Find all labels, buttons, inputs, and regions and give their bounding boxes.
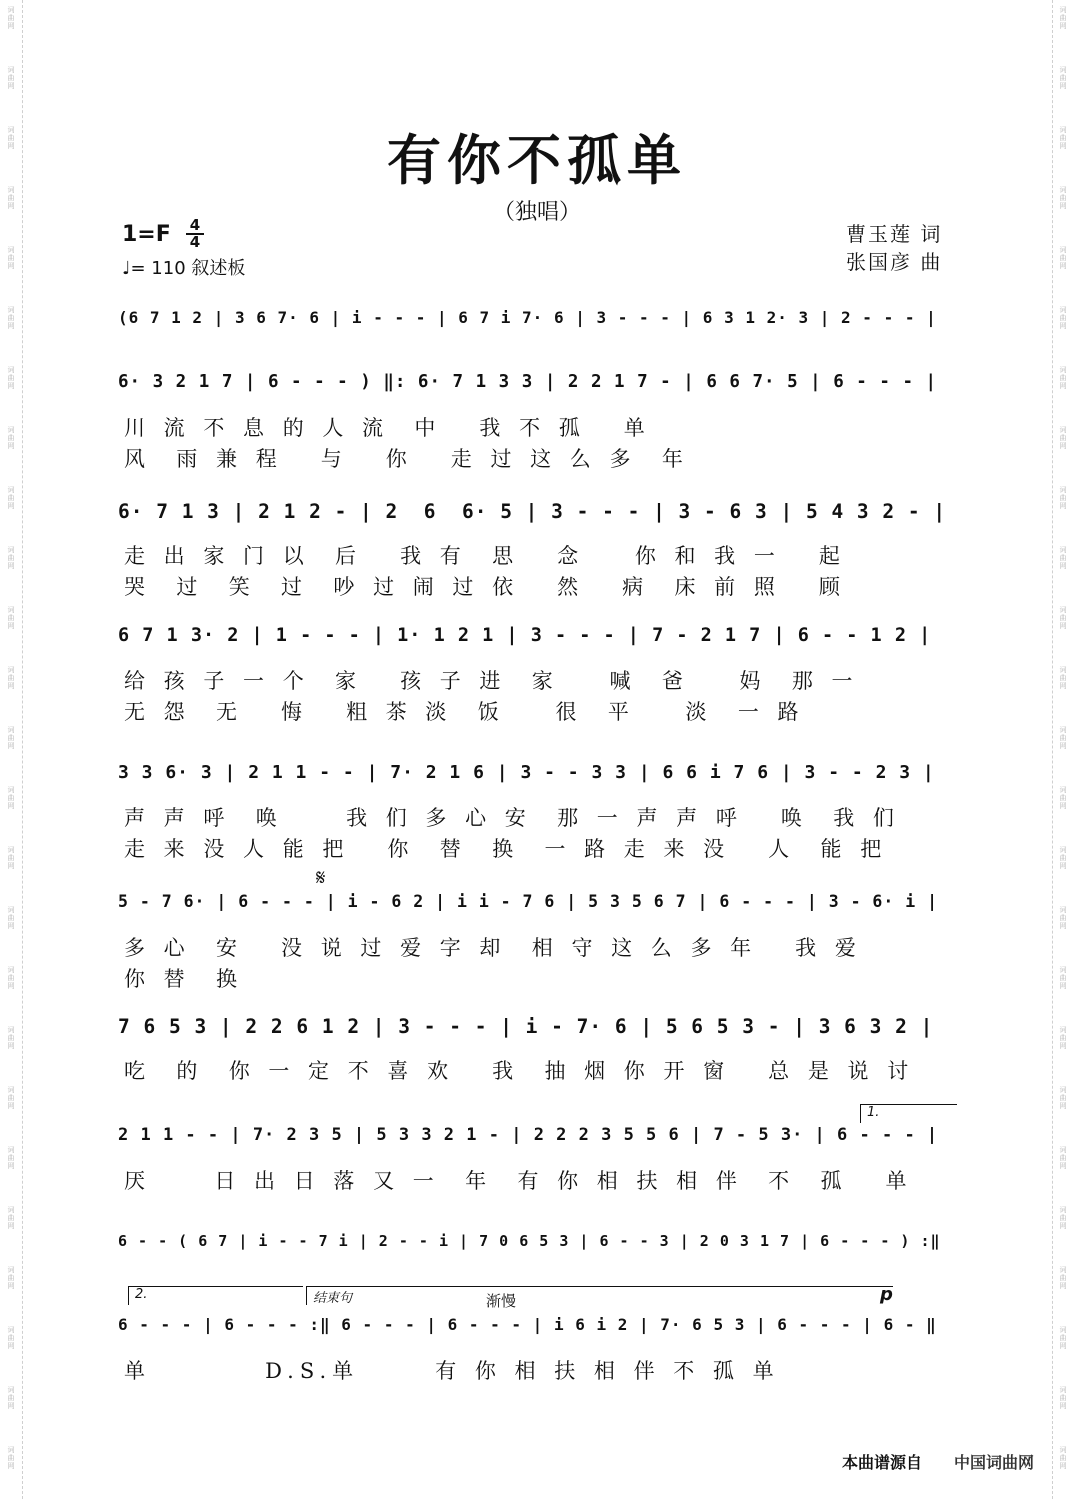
watermark-text: 词 曲 网 bbox=[1059, 846, 1067, 870]
ending-label: 结束句 bbox=[313, 1291, 353, 1306]
watermark-text: 词 曲 网 bbox=[7, 1326, 15, 1350]
notation-line: 6 - - - | 6 - - - :‖ 6 - - - | 6 - - - | i 6 i 2 | 7· 6 5 3 | 6 - - - | 6 - ‖ bbox=[118, 1315, 937, 1334]
watermark-text: 词 曲 网 bbox=[7, 186, 15, 210]
watermark-text: 词 曲 网 bbox=[1059, 1446, 1067, 1470]
notation-line: 6· 7 1 3 | 2 1 2 - | 2 6 6· 5 | 3 - - - | 3 - 6 3 | 5 4 3 2 - | bbox=[118, 500, 947, 523]
watermark-text: 词 曲 网 bbox=[7, 486, 15, 510]
watermark-text: 词 曲 网 bbox=[1059, 1266, 1067, 1290]
notation-line: 3 3 6· 3 | 2 1 1 - - | 7· 2 1 6 | 3 - - 3 3 | 6 6 i 7 6 | 3 - - 2 3 | bbox=[118, 762, 935, 783]
watermark-text: 词 曲 网 bbox=[7, 1026, 15, 1050]
watermark-text: 词 曲 网 bbox=[7, 786, 15, 810]
watermark-text: 词 曲 网 bbox=[1059, 126, 1067, 150]
score-system bbox=[118, 1015, 953, 1083]
watermark-text: 词 曲 网 bbox=[1059, 66, 1067, 90]
lyric-line: 厌 日 出 日 落 又 一 年 有 你 相 扶 相 伴 不 孤 单 bbox=[124, 1169, 913, 1193]
watermark-text: 词 曲 网 bbox=[1059, 306, 1067, 330]
watermark-text: 词 曲 网 bbox=[7, 426, 15, 450]
song-subtitle: （独唱） bbox=[492, 200, 581, 225]
watermark-text: 词 曲 网 bbox=[7, 1086, 15, 1110]
watermark-text: 词 曲 网 bbox=[7, 1266, 15, 1290]
lyric-line: 哭 过 笑 过 吵 过 闹 过 依 然 病 床 前 照 顾 bbox=[124, 575, 846, 599]
notation-line: 7 6 5 3 | 2 2 6 1 2 | 3 - - - | i - 7· 6 | 5 6 5 3 - | 3 6 3 2 | bbox=[118, 1015, 934, 1038]
lyric-line: 走 来 没 人 能 把 你 替 换 一 路 走 来 没 人 能 把 bbox=[124, 837, 888, 861]
watermark-text: 词 曲 网 bbox=[1059, 606, 1067, 630]
watermark-text: 词 曲 网 bbox=[1059, 1146, 1067, 1170]
watermark-text: 词 曲 网 bbox=[7, 546, 15, 570]
ritardando-mark: 渐慢 bbox=[486, 1292, 517, 1310]
score-system bbox=[118, 762, 953, 861]
score-system bbox=[118, 1125, 953, 1193]
lyric-line: 走 出 家 门 以 后 我 有 思 念 你 和 我 一 起 bbox=[124, 544, 846, 568]
watermark-text: 词 曲 网 bbox=[7, 966, 15, 990]
watermark-text: 词 曲 网 bbox=[1059, 366, 1067, 390]
song-title: 有你不孤单 bbox=[387, 128, 687, 192]
lyric-line: 川 流 不 息 的 人 流 中 我 不 孤 单 bbox=[124, 416, 651, 440]
watermark-text: 词 曲 网 bbox=[1059, 486, 1067, 510]
watermark-text: 词 曲 网 bbox=[1059, 246, 1067, 270]
watermark-text: 词 曲 网 bbox=[1059, 1086, 1067, 1110]
segno-sign: 𝄋 bbox=[316, 866, 326, 891]
lyric-line: 你 替 换 bbox=[124, 967, 244, 991]
ending-phrase-bracket bbox=[306, 1286, 893, 1305]
watermark-text: 词 曲 网 bbox=[7, 666, 15, 690]
watermark-text: 词 曲 网 bbox=[1059, 966, 1067, 990]
watermark-text: 词 曲 网 bbox=[1059, 1026, 1067, 1050]
watermark-text: 词 曲 网 bbox=[7, 1146, 15, 1170]
footer-site-link[interactable]: 中国词曲网 bbox=[954, 1453, 1035, 1472]
lyric-line: 风 雨 兼 程 与 你 走 过 这 么 多 年 bbox=[124, 447, 689, 471]
watermark-text: 词 曲 网 bbox=[7, 906, 15, 930]
watermark-text: 词 曲 网 bbox=[7, 246, 15, 270]
watermark-text: 词 曲 网 bbox=[7, 726, 15, 750]
watermark-text: 词 曲 网 bbox=[7, 6, 15, 30]
notation-line: 6· 3 2 1 7 | 6 - - - ) ‖: 6· 7 1 3 3 | 2 2 1 7 - | 6 6 7· 5 | 6 - - - | bbox=[118, 372, 938, 392]
notation-line: 2 1 1 - - | 7· 2 3 5 | 5 3 3 2 1 - | 2 2 2 3 5 5 6 | 7 - 5 3· | 6 - - - | bbox=[118, 1125, 939, 1145]
score-system bbox=[118, 892, 953, 991]
watermark-text: 词 曲 网 bbox=[7, 1206, 15, 1230]
second-ending-bracket: 2. bbox=[128, 1286, 303, 1305]
watermark-text: 词 曲 网 bbox=[7, 1386, 15, 1410]
footer-source-label: 本曲谱源自 bbox=[842, 1453, 923, 1472]
time-signature-bottom: 4 bbox=[186, 233, 204, 250]
lyric-line: 给 孩 子 一 个 家 孩 子 进 家 喊 爸 妈 那 一 bbox=[124, 669, 859, 693]
tempo-marking: ♩= 110 叙述板 bbox=[122, 258, 246, 279]
time-signature bbox=[186, 218, 204, 250]
dynamic-piano: p bbox=[880, 1284, 893, 1305]
lyric-line: 声 声 呼 唤 我 们 多 心 安 那 一 声 声 呼 唤 我 们 bbox=[124, 806, 900, 830]
score-system bbox=[118, 1232, 953, 1272]
watermark-text: 词 曲 网 bbox=[1059, 906, 1067, 930]
time-signature-top: 4 bbox=[189, 216, 201, 234]
watermark-text: 词 曲 网 bbox=[1059, 666, 1067, 690]
watermark-text: 词 曲 网 bbox=[1059, 1206, 1067, 1230]
watermark-text: 词 曲 网 bbox=[7, 1446, 15, 1470]
watermark-text: 词 曲 网 bbox=[1059, 1386, 1067, 1410]
watermark-text: 词 曲 网 bbox=[1059, 786, 1067, 810]
lyricist-credit: 曹玉莲 词 bbox=[846, 222, 943, 246]
watermark-text: 词 曲 网 bbox=[7, 306, 15, 330]
score-system bbox=[118, 625, 953, 724]
notation-line: 6 - - ( 6 7 | i - - 7 i | 2 - - i | 7 0 6 5 3 | 6 - - 3 | 2 0 3 1 7 | 6 - - - ) :‖ bbox=[118, 1232, 941, 1250]
watermark-text: 词 曲 网 bbox=[1059, 186, 1067, 210]
watermark-text: 词 曲 网 bbox=[7, 126, 15, 150]
watermark-text: 词 曲 网 bbox=[1059, 1326, 1067, 1350]
score-system bbox=[118, 372, 953, 471]
composer-credit: 张国彦 曲 bbox=[846, 250, 943, 274]
notation-line: 6 7 1 3· 2 | 1 - - - | 1· 1 2 1 | 3 - - - | 7 - 2 1 7 | 6 - - 1 2 | bbox=[118, 625, 932, 646]
notation-line: 5 - 7 6· | 6 - - - | i - 6 2 | i i - 7 6 | 5 3 5 6 7 | 6 - - - | 3 - 6· i | bbox=[118, 892, 939, 911]
watermark-text: 词 曲 网 bbox=[1059, 546, 1067, 570]
lyric-line: 无 怨 无 悔 粗 茶 淡 饭 很 平 淡 一 路 bbox=[124, 700, 805, 724]
watermark-text: 词 曲 网 bbox=[7, 606, 15, 630]
lyric-line: 单 D.S.单 有 你 相 扶 相 伴 不 孤 单 bbox=[124, 1359, 780, 1383]
key-signature: 1=F bbox=[122, 222, 171, 247]
notation-line: (6 7 1 2 | 3 6 7· 6 | i - - - | 6 7 i 7· 6 | 3 - - - | 6 3 1 2· 3 | 2 - - - | bbox=[118, 308, 937, 327]
lyric-line: 吃 的 你 一 定 不 喜 欢 我 抽 烟 你 开 窗 总 是 说 讨 bbox=[124, 1059, 915, 1083]
score-system bbox=[118, 500, 953, 599]
lyric-line: 多 心 安 没 说 过 爱 字 却 相 守 这 么 多 年 我 爱 bbox=[124, 936, 862, 960]
watermark-text: 词 曲 网 bbox=[1059, 6, 1067, 30]
watermark-text: 词 曲 网 bbox=[1059, 426, 1067, 450]
watermark-text: 词 曲 网 bbox=[1059, 726, 1067, 750]
watermark-text: 词 曲 网 bbox=[7, 366, 15, 390]
score-system bbox=[118, 1315, 953, 1383]
watermark-text: 词 曲 网 bbox=[7, 66, 15, 90]
watermark-text: 词 曲 网 bbox=[7, 846, 15, 870]
score-system bbox=[118, 308, 953, 348]
first-ending-bracket: 1. bbox=[860, 1104, 957, 1123]
